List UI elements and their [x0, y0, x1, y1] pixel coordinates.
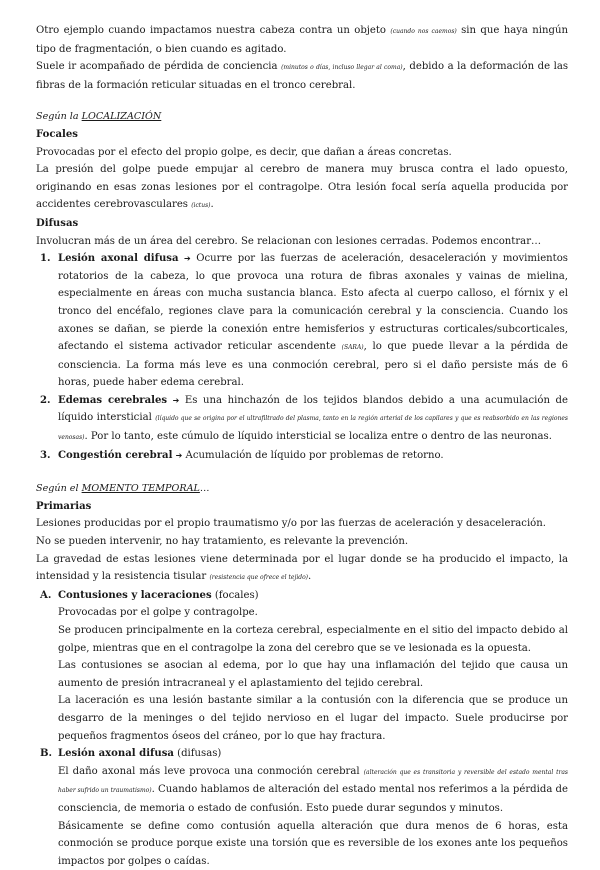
arrow-icon: ➔ — [175, 450, 183, 460]
lettered-item-a: A. Contusiones y laceraciones (focales) — [40, 589, 259, 601]
numbered-list — [36, 250, 568, 464]
note: (ictus) — [191, 202, 211, 210]
paragraph: Básicamente se define como contusión aquella alteración que dura menos de 6 horas, esta conmoción se produce porque existe una torsión que es reversible de los exones ante los pequeños impactos por golpes o caídas. — [58, 820, 568, 867]
subheading-difusas: Difusas — [36, 217, 79, 229]
note: (cuando nos caemos) — [390, 28, 457, 35]
arrow-icon: ➔ — [184, 254, 191, 264]
note: (SARA) — [341, 344, 364, 352]
note: (minutos o días, incluso llegar al coma) — [281, 64, 403, 72]
subheading-focales: Focales — [36, 128, 78, 140]
paragraph: Las contusiones se asocian al edema, por lo que hay una inflamación del tejido que causa un aumento de presión intracraneal y el aplastamiento del tejido cerebral. — [58, 660, 568, 689]
intro-paragraph-1: Otro ejemplo cuando impactamos nuestra cabeza contra un objeto (cuando nos caemos) sin que haya ningún tipo de fragmentación, o bien cuando es agitado. — [36, 25, 568, 55]
note: (alteración que es transitoria y reversible del estado mental tras haber sufrido un traumatismo) — [58, 768, 568, 795]
lettered-item-a-body — [36, 604, 568, 745]
paragraph: Se producen principalmente en la corteza cerebral, especialmente en el sitio del impacto debido al golpe, mientras que en el contragolpe la zona del cerebro que se ve lesionada es la opuesta. — [58, 625, 568, 654]
subheading-primarias: Primarias — [36, 500, 92, 512]
primarias-paragraph-1: Lesiones producidas por el propio traumatismo y/o por las fuerzas de aceleración y desaceleración. — [36, 518, 546, 530]
arrow-icon: ➔ — [172, 395, 180, 405]
primarias-paragraph-2: No se pueden intervenir, no hay tratamiento, es relevante la prevención. — [36, 536, 409, 548]
section-heading-temporal: Según el MOMENTO TEMPORAL… — [36, 483, 210, 495]
paragraph: La laceración es una lesión bastante similar a la contusión con la diferencia que se produce un desgarro de la meninges o del tejido nervioso en el lugar del impacto. Suele producirse por pequeños fragmentos óseos del cráneo, por lo que hay fractura. — [58, 695, 568, 742]
lettered-item-b-body — [36, 763, 568, 870]
paragraph: El daño axonal más leve provoca una conmoción cerebral (alteración que es transitoria y reversible del estado mental tras haber sufrido un traumatismo). Cuando hablamos de alteración del estado mental nos referimos a la pérdida de consciencia, de memoria o estado de confusión. Esto puede durar segundos y minutos. — [58, 765, 568, 814]
lettered-item-b: B. Lesión axonal difusa (difusas) — [40, 748, 222, 760]
primarias-paragraph-3: La gravedad de estas lesiones viene determinada por el lugar donde se ha producido el impacto, la intensidad y la resistencia tisular (resistencia que ofrece el tejido). — [36, 553, 568, 583]
paragraph: Provocadas por el golpe y contragolpe. — [58, 607, 258, 619]
list-item: 2. Edemas cerebrales ➔ Es una hinchazón de los tejidos blandos debido a una acumulación de líquido intersticial (líquido que se origina por el ultrafiltrado del plasma, tanto en la región arterial de los capilares y que es reabsorbido en las regiones venosas). Por lo tanto, este cúmulo de líquido intersticial se localiza entre o dentro de las neuronas. — [40, 394, 568, 443]
focales-paragraph-2: La presión del golpe puede empujar al cerebro de manera muy brusca contra el lado opuesto, originando en esas zonas lesiones por el contragolpe. Otra lesión focal sería aquella producida por accidentes cerebrovasculares (ictus). — [36, 164, 568, 211]
intro-paragraph-2: Suele ir acompañado de pérdida de conciencia (minutos o días, incluso llegar al coma), debido a la deformación de las fibras de la formación reticular situadas en el tronco cerebral. — [36, 61, 569, 91]
note: (líquido que se origina por el ultrafiltrado del plasma, tanto en la región arterial de los capilares y que es reabsorbido en las regiones venosas) — [58, 415, 568, 442]
note: (resistencia que ofrece el tejido) — [209, 574, 309, 582]
difusas-paragraph-1: Involucran más de un área del cerebro. Se relacionan con lesiones cerradas. Podemos encontrar… — [36, 235, 542, 247]
section-heading-localizacion: Según la LOCALIZACIÓN — [36, 111, 162, 123]
focales-paragraph-1: Provocadas por el efecto del propio golpe, es decir, que dañan a áreas concretas. — [36, 146, 452, 158]
list-item: 1. Lesión axonal difusa ➔ Ocurre por las fuerzas de aceleración, desaceleración y movimientos rotatorios de la cabeza, lo que provoca una rotura de fibras axonales y vainas de mielina, especialmente en áreas con mucha sustancia blanca. Esto afecta al cuerpo calloso, el fórnix y el tronco del encéfalo, regiones clave para la comunicación cerebral y la consciencia. Cuando los axones se dañan, se pierde la conexión entre hemisferios y estructuras corticales/subcorticales, afectando el sistema activador reticular ascendente (SARA), lo que puede llevar a la pérdida de consciencia. La forma más leve es una conmoción cerebral, pero si el daño persiste más de 6 horas, puede haber edema cerebral. — [40, 253, 569, 389]
list-item: 3. Congestión cerebral ➔ Acumulación de líquido por problemas de retorno. — [40, 449, 444, 461]
